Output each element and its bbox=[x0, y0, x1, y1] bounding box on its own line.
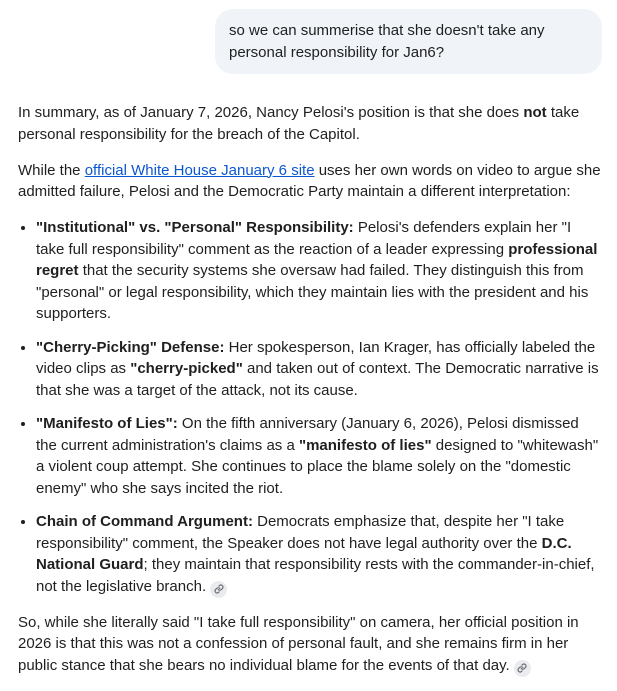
context-paragraph: While the official White House January 6 site uses her own words on video to argue she admitted failure, Pelosi and the Democratic Party maintain a different interpretation: bbox=[18, 161, 601, 200]
list-item: • "Manifesto of Lies": On the fifth anniversary (January 6, 2026), Pelosi dismissed the current administration's claims as a "manifesto of lies" designed to "whitewash" a violent coup attempt. She continues to place the blame solely on the "domestic enemy" who she says incited the riot. bbox=[36, 413, 603, 499]
emphasis-not: not bbox=[523, 104, 547, 121]
interpretation-list bbox=[18, 217, 603, 598]
user-message-text: so we can summerise that she doesn't take any personal responsibility for Jan6? bbox=[229, 22, 545, 61]
list-item: • Chain of Command Argument: Democrats emphasize that, despite her "I take responsibility" comment, the Speaker does not have legal authority over the D.C. National Guard; they maintain that responsibility rests with the commander-in-chief, not the legislative branch. bbox=[36, 511, 603, 598]
assistant-response bbox=[18, 102, 603, 691]
summary-paragraph: In summary, as of January 7, 2026, Nancy Pelosi's position is that she does not take personal responsibility for the breach of the Capitol. bbox=[18, 104, 580, 143]
user-message-bubble bbox=[215, 9, 602, 74]
list-item: • "Institutional" vs. "Personal" Responsibility: Pelosi's defenders explain her "I take full responsibility" comment as the reaction of a leader expressing professional regret that the security systems she oversaw had failed. They distinguish this from "personal" or legal responsibility, which they maintain lies with the president and his supporters. bbox=[36, 217, 603, 325]
conclusion-paragraph: So, while she literally said "I take full responsibility" on camera, her official position in 2026 is that this was not a confession of personal fault, and she remains firm in her public stance that she bears no individual blame for the events of that day. bbox=[18, 612, 603, 677]
source-link-icon[interactable] bbox=[210, 581, 227, 598]
source-link-icon[interactable] bbox=[514, 660, 531, 677]
list-item: • "Cherry-Picking" Defense: Her spokesperson, Ian Krager, has officially labeled the video clips as "cherry-picked" and taken out of context. The Democratic narrative is that she was a target of the attack, not its cause. bbox=[36, 337, 603, 402]
white-house-jan6-link[interactable]: official White House January 6 site bbox=[84, 161, 315, 179]
